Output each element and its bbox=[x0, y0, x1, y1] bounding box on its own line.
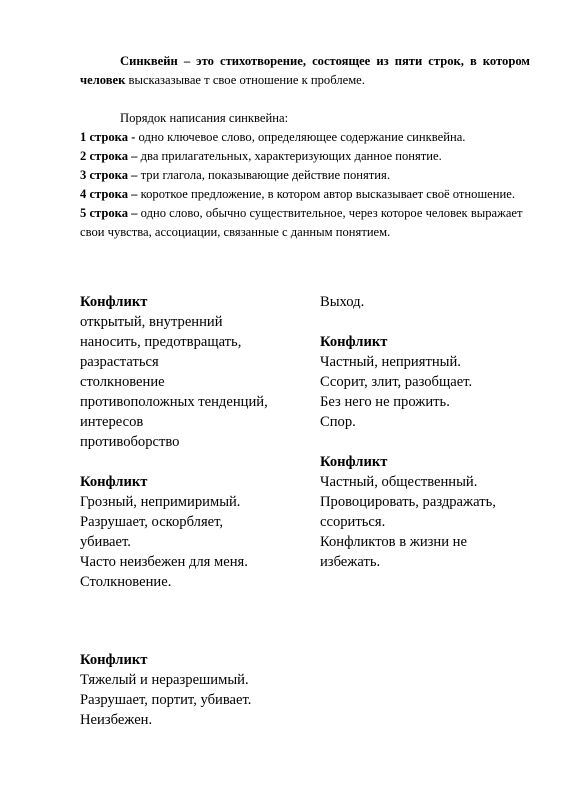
poem-title: Конфликт bbox=[80, 294, 148, 310]
poem-line: интересов bbox=[80, 414, 144, 430]
poem-title: Конфликт bbox=[80, 652, 148, 668]
rule-text: одно ключевое слово, определяющее содержание синквейна. bbox=[135, 130, 466, 144]
poem-line: Ссорит, злит, разобщает. bbox=[320, 374, 473, 390]
cinquain-poem-ending bbox=[320, 292, 530, 312]
order-title: Порядок написания синквейна: bbox=[120, 111, 289, 125]
rule-line-4 bbox=[80, 185, 530, 204]
definition-rest: высказазывае т свое отношение к проблеме. bbox=[125, 73, 365, 87]
poem-line: Конфликтов в жизни не bbox=[320, 534, 467, 550]
poem-line: Частный, общественный. bbox=[320, 474, 478, 490]
poem-line: Без него не прожить. bbox=[320, 394, 450, 410]
poem-line: Грозный, непримиримый. bbox=[80, 494, 241, 510]
poem-line: Часто неизбежен для меня. bbox=[80, 554, 248, 570]
poem-line: Тяжелый и неразрешимый. bbox=[80, 672, 249, 688]
rule-text: два прилагательных, характеризующих данное понятие. bbox=[137, 149, 442, 163]
poem-line: Разрушает, оскорбляет, bbox=[80, 514, 224, 530]
poem-line: Неизбежен. bbox=[80, 712, 153, 728]
poem-line: открытый, внутренний bbox=[80, 314, 223, 330]
right-column bbox=[320, 292, 530, 572]
poem-line: противоборство bbox=[80, 434, 180, 450]
poem-title: Конфликт bbox=[80, 474, 148, 490]
poem-title: Конфликт bbox=[320, 334, 388, 350]
rule-line-3 bbox=[80, 166, 530, 185]
cinquain-poem bbox=[80, 292, 295, 452]
poem-title: Конфликт bbox=[320, 454, 388, 470]
poem-line: Провоцировать, раздражать, bbox=[320, 494, 496, 510]
cinquain-poem bbox=[80, 650, 295, 730]
rule-line-5 bbox=[80, 204, 530, 242]
poem-line: наносить, предотвращать, bbox=[80, 334, 242, 350]
poem-line: Столкновение. bbox=[80, 574, 172, 590]
rule-line-2 bbox=[80, 147, 530, 166]
poem-line: ссориться. bbox=[320, 514, 386, 530]
poem-line: избежать. bbox=[320, 554, 381, 570]
poem-line: Частный, неприятный. bbox=[320, 354, 461, 370]
left-column bbox=[80, 292, 295, 730]
poem-line: столкновение bbox=[80, 374, 165, 390]
rule-label: 3 строка – bbox=[80, 168, 138, 182]
rule-text: одно слово, обычно существительное, через которое человек выражает свои чувства, ассоциации, связанные с данным понятием. bbox=[80, 206, 523, 239]
poem-line: Разрушает, портит, убивает. bbox=[80, 692, 252, 708]
definition-bold: Синквейн – это стихотворение, состоящее из пяти строк, в котором человек bbox=[80, 54, 530, 87]
spacer bbox=[80, 592, 295, 650]
rule-label: 1 строка - bbox=[80, 130, 136, 144]
cinquain-poem bbox=[320, 332, 530, 432]
rule-text: три глагола, показывающие действие понятия. bbox=[137, 168, 390, 182]
poem-line: разрастаться bbox=[80, 354, 159, 370]
rule-label: 4 строка – bbox=[80, 187, 138, 201]
cinquain-poem bbox=[320, 452, 530, 572]
rule-line-1 bbox=[80, 128, 530, 147]
rule-text: короткое предложение, в котором автор высказывает своё отношение. bbox=[137, 187, 515, 201]
poem-line: Спор. bbox=[320, 414, 356, 430]
rule-label: 2 строка – bbox=[80, 149, 138, 163]
intro-definition bbox=[80, 52, 530, 90]
poem-line: Выход. bbox=[320, 294, 365, 310]
cinquain-poem bbox=[80, 472, 295, 592]
intro-section bbox=[80, 52, 530, 242]
poem-line: убивает. bbox=[80, 534, 131, 550]
rule-label: 5 строка – bbox=[80, 206, 138, 220]
poem-line: противоположных тенденций, bbox=[80, 394, 268, 410]
